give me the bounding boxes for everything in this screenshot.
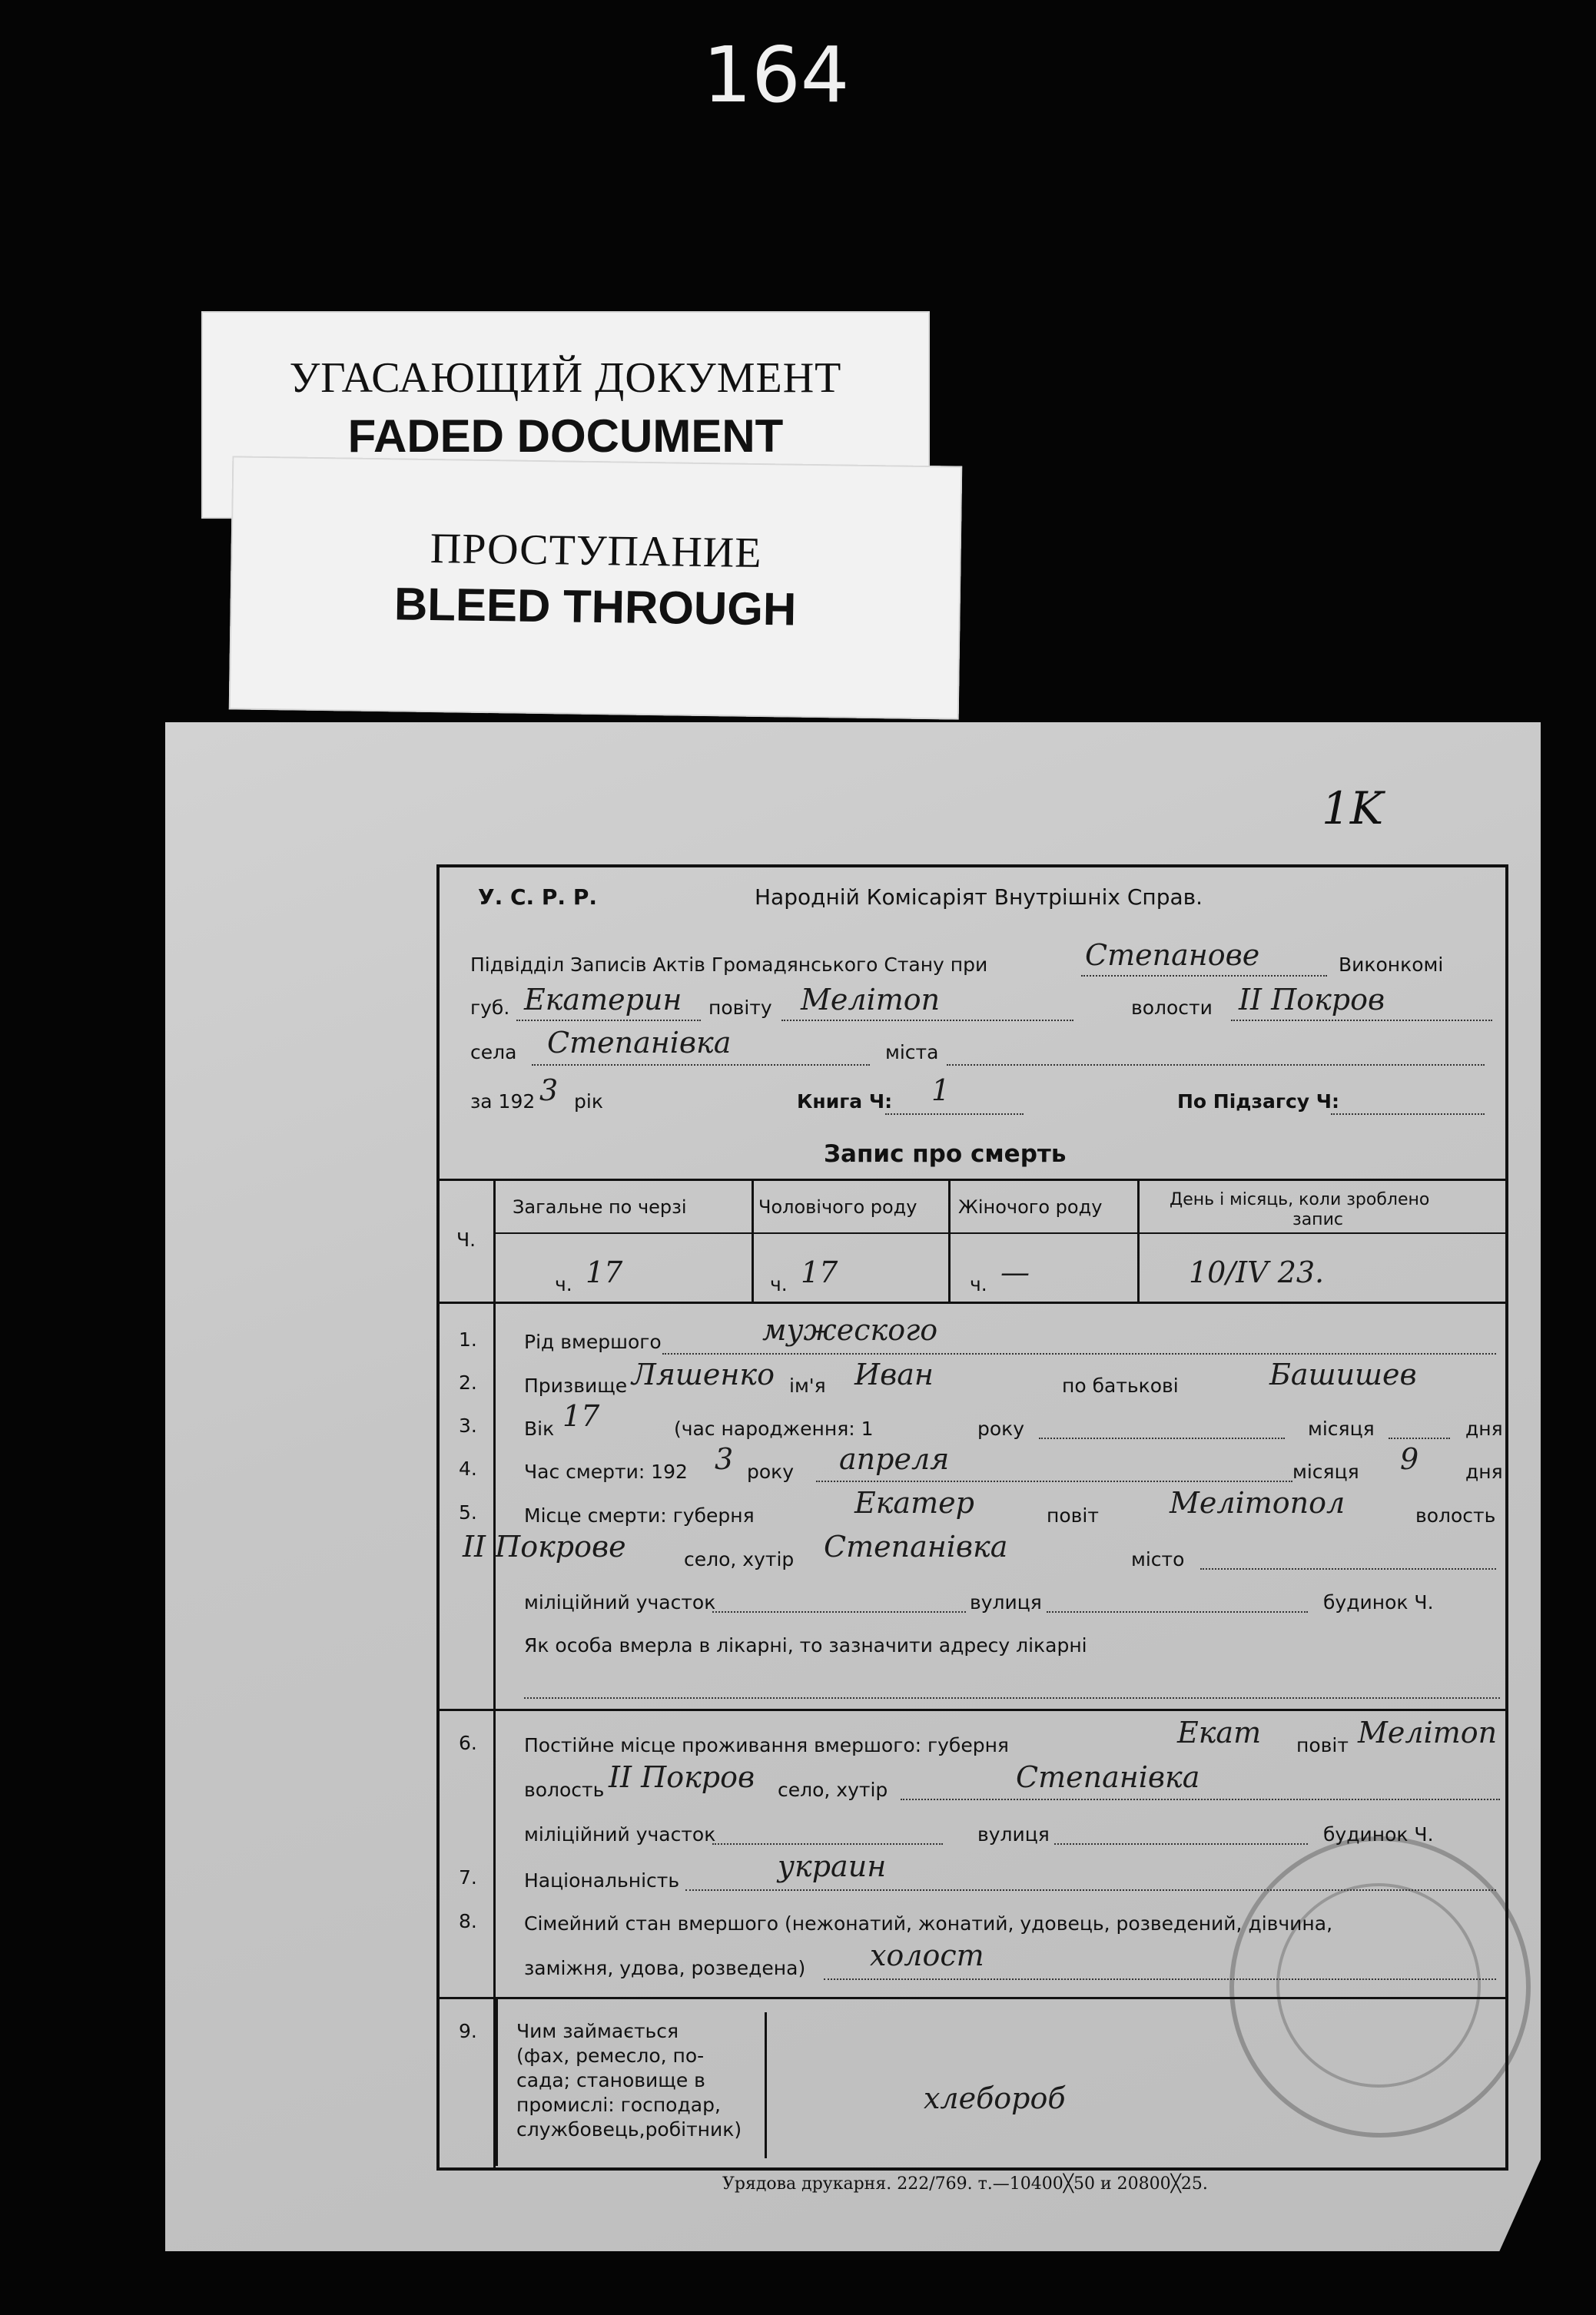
form-title: Запис про смерть <box>824 1140 1067 1168</box>
row-8-label-l2: заміжня, удова, розведена) <box>524 1957 806 1979</box>
col-date-l2: запис <box>1292 1210 1343 1229</box>
povit-label: повіту <box>708 997 772 1019</box>
faded-label-en: FADED DOCUMENT <box>347 410 784 462</box>
bleed-label-en: BLEED THROUGH <box>393 578 797 635</box>
row-6-militia-label: міліційний участок <box>524 1823 716 1846</box>
volost-label: волости <box>1131 997 1213 1019</box>
commissariat-title: Народній Комісаріят Внутрішніх Справ. <box>755 884 1203 910</box>
row-4-year-value: 3 <box>715 1442 734 1476</box>
row-4-year-label: року <box>747 1461 795 1483</box>
republic-title: У. С. Р. Р. <box>478 884 597 910</box>
row-6-num: 6. <box>459 1732 477 1754</box>
row-6-povit-value: Мелітоп <box>1358 1716 1498 1750</box>
bleed-through-label <box>229 456 963 719</box>
row-2-surname-value: Ляшенко <box>632 1358 775 1391</box>
row-2-name-label: ім'я <box>789 1375 826 1397</box>
page-number <box>1314 776 1406 837</box>
row-6-povit-label: повіт <box>1296 1734 1349 1756</box>
bleed-label-ru: ПРОСТУПАНИЕ <box>430 524 762 578</box>
row-5-num: 5. <box>459 1501 477 1524</box>
col-general: Загальне по черзі <box>513 1196 687 1218</box>
row-3-birth-label: (час народження: 1 <box>674 1418 874 1440</box>
row-3-day-label: дня <box>1465 1418 1503 1440</box>
row-2-name-value: Иван <box>854 1358 934 1391</box>
row-5-volost-label: волость <box>1415 1504 1496 1527</box>
row-9-num: 9. <box>459 2020 477 2042</box>
year-value: 3 <box>539 1073 559 1107</box>
male-value: 17 <box>801 1255 838 1289</box>
row-2-num: 2. <box>459 1371 477 1394</box>
row-2-patr-label: по батькові <box>1062 1375 1179 1397</box>
row-6-street-label: вулиця <box>977 1823 1050 1846</box>
year-suffix: рік <box>574 1090 603 1113</box>
row-6-gub-value: Екат <box>1177 1716 1262 1750</box>
row-5-gub-value: Екатер <box>854 1486 974 1520</box>
subdept-value: Степанове <box>1085 938 1260 972</box>
row-5-house-label: будинок Ч. <box>1323 1591 1434 1614</box>
row-4-num: 4. <box>459 1458 477 1480</box>
row-1-num: 1. <box>459 1328 477 1351</box>
death-record-form <box>436 864 1508 2171</box>
selo-value: Степанівка <box>547 1026 732 1060</box>
male-prefix: ч. <box>770 1273 788 1295</box>
row-6-house-label: будинок Ч. <box>1323 1823 1434 1846</box>
row-3-month-label: місяця <box>1308 1418 1375 1440</box>
subbook-label: По Підзагсу Ч: <box>1177 1090 1339 1113</box>
printer-imprint: Урядова друкарня. 222/769. т.—10400╳50 и 20800╳25. <box>722 2174 1208 2194</box>
row-4-month-value: апреля <box>839 1442 950 1476</box>
row-8-label-l1: Сімейний стан вмершого (нежонатий, жонатий, удовець, розведений, дівчина, <box>524 1912 1333 1935</box>
row-5-selo-label: село, хутір <box>684 1548 795 1570</box>
year-label: за 192 <box>470 1090 536 1113</box>
executive-label: Виконкомі <box>1339 954 1444 976</box>
female-prefix: ч. <box>970 1273 987 1295</box>
row-9-label-l2: (фах, ремесло, по- <box>516 2045 705 2067</box>
female-value: — <box>1000 1255 1030 1289</box>
row-8-value: холост <box>870 1939 984 1972</box>
row-6-volost-value: ІІ Покров <box>609 1760 755 1794</box>
folio-number <box>676 31 876 115</box>
row-7-num: 7. <box>459 1866 477 1889</box>
row-2-patr-value: Башишев <box>1269 1358 1417 1391</box>
row-4-month-label: місяця <box>1292 1461 1359 1483</box>
gub-label: губ. <box>470 997 510 1019</box>
row-9-label-l5: службовець,робітник) <box>516 2118 742 2141</box>
general-value: 17 <box>586 1255 623 1289</box>
col-female: Жіночого роду <box>958 1196 1103 1218</box>
row-5-street-label: вулиця <box>970 1591 1042 1614</box>
row-9-label-l3: сада; становище в <box>516 2069 705 2091</box>
row-5-mista-label: містo <box>1131 1548 1185 1570</box>
row-5-povit-value: Мелітопол <box>1170 1486 1345 1520</box>
book-label: Книга Ч: <box>797 1090 893 1113</box>
row-3-year-label: року <box>977 1418 1025 1440</box>
row-6-volost-label: волость <box>524 1779 605 1801</box>
row-7-label: Національність <box>524 1869 680 1892</box>
row-6-selo-label: село, хутір <box>778 1779 888 1801</box>
row-4-label: Час смерти: 192 <box>524 1461 688 1483</box>
col-ch: Ч. <box>456 1229 476 1251</box>
svg-text:164: 164 <box>702 31 850 115</box>
subdept-label: Підвідділ Записів Актів Громадянського Стану при <box>470 954 988 976</box>
row-6-label: Постійне місце проживання вмершого: губерня <box>524 1734 1009 1756</box>
row-4-day-value: 9 <box>1400 1442 1419 1476</box>
row-3-age-label: Вік <box>524 1418 555 1440</box>
row-8-num: 8. <box>459 1910 477 1932</box>
row-1-value: мужеского <box>762 1313 938 1347</box>
row-5-povit-label: повіт <box>1047 1504 1099 1527</box>
col-male: Чоловічого роду <box>758 1196 917 1218</box>
row-5-label: Місце смерти: губерня <box>524 1504 755 1527</box>
povit-value: Мелітоп <box>801 983 941 1017</box>
row-7-value: украин <box>778 1849 887 1883</box>
row-3-age-value: 17 <box>562 1399 600 1433</box>
svg-text:1K: 1K <box>1322 782 1384 834</box>
row-4-day-label: дня <box>1465 1461 1503 1483</box>
row-9-label-l1: Чим займається <box>516 2020 679 2042</box>
row-3-num: 3. <box>459 1415 477 1437</box>
gub-value: Екатерин <box>524 983 682 1017</box>
row-5-hospital-label: Як особа вмерла в лікарні, то зазначити адресу лікарні <box>524 1634 1087 1657</box>
row-5-militia-label: міліційний участок <box>524 1591 716 1614</box>
general-prefix: ч. <box>555 1273 572 1295</box>
book-value: 1 <box>931 1073 951 1107</box>
row-2-surname-label: Призвище <box>524 1375 628 1397</box>
row-1-label: Рід вмершого <box>524 1331 662 1353</box>
selo-label: села <box>470 1041 517 1063</box>
row-9-value: хлебороб <box>924 2081 1066 2115</box>
mista-label: міста <box>885 1041 939 1063</box>
row-6-selo-value: Степанівка <box>1016 1760 1200 1794</box>
row-5-selo-value: Степанівка <box>824 1530 1008 1564</box>
row-5-volost-value: ІІ Покрове <box>463 1530 626 1564</box>
col-date-l1: День і місяць, коли зроблено <box>1170 1190 1430 1209</box>
row-9-label-l4: промислі: господар, <box>516 2094 721 2116</box>
volost-value: ІІ Покров <box>1239 983 1385 1017</box>
faded-label-ru: УГАСАЮЩИЙ ДОКУМЕНТ <box>289 354 842 402</box>
record-date-value: 10/IV 23. <box>1189 1255 1325 1289</box>
